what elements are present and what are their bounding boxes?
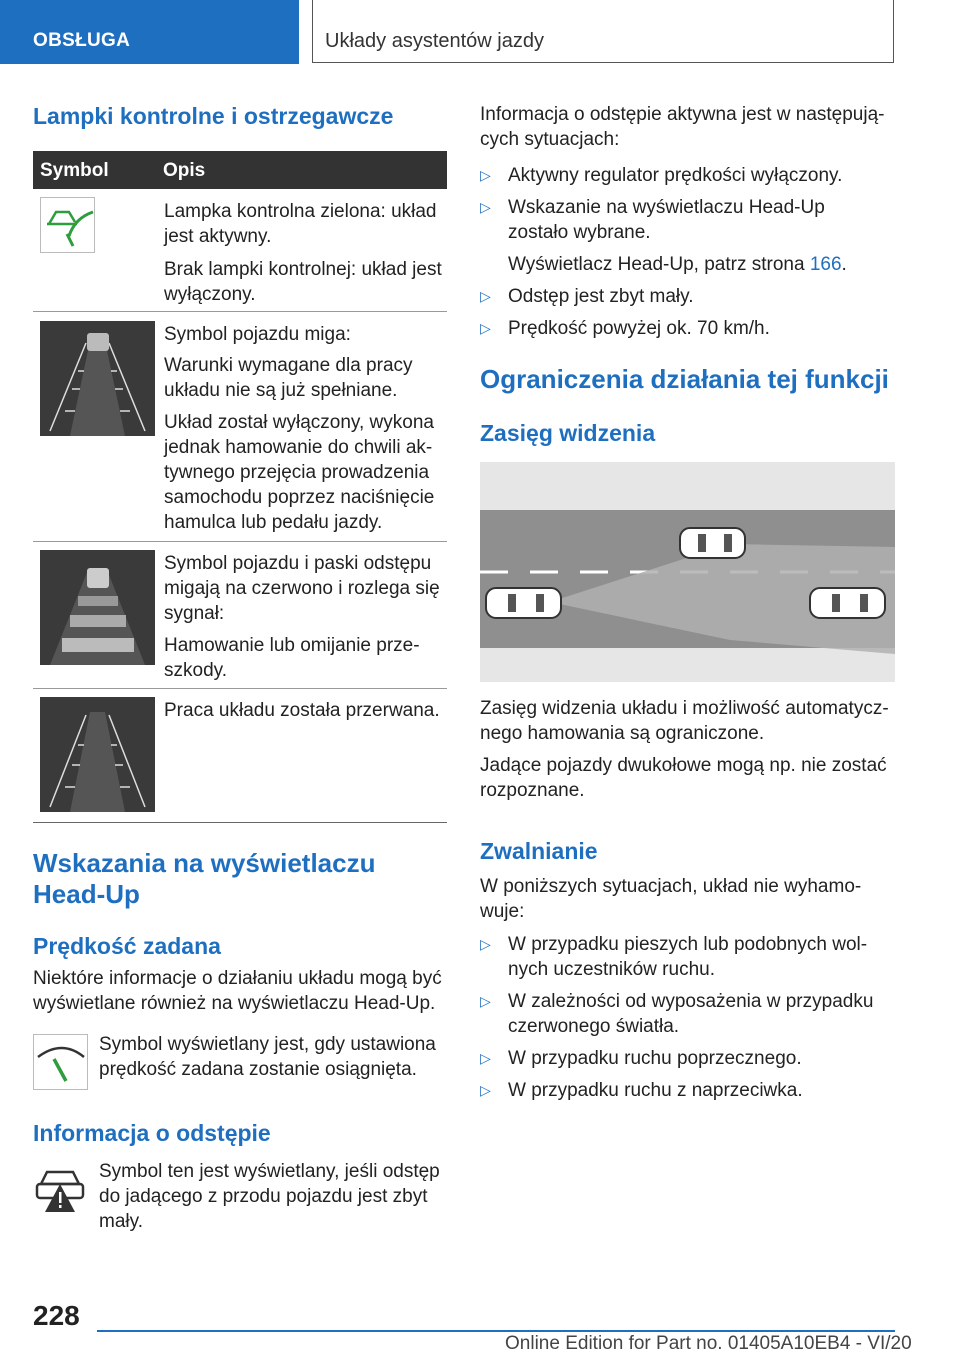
speed-icon-text: Symbol wyświetlany jest, gdy ustawiona prędkość zadana zostanie osiągnięta. [99,1034,436,1080]
row-divider [33,311,447,312]
page-link[interactable]: 166 [809,254,842,275]
row-divider [33,688,447,689]
triangle-bullet-icon: ▷ [480,1082,491,1098]
heading-limits: Ograniczenia działania tej funkcji [480,364,889,394]
footer-rule [97,1330,895,1332]
chapter-tab [312,0,894,63]
row1-line1: Lampka kontrolna zielona: układ jest aktywny. [164,201,437,247]
system-interrupted-icon [40,697,155,812]
triangle-bullet-icon: ▷ [480,320,491,336]
range-illustration [480,462,895,682]
heading-slowdown: Zwalnianie [480,838,598,864]
distance-warning-icon [33,1160,88,1216]
triangle-bullet-icon: ▷ [480,993,491,1009]
section-title: OBSŁUGA [33,30,131,51]
intro-paragraph: Informacja o odstępie aktywna jest w następują-cych sytuacjach: [480,104,885,150]
row1-line2: Brak lampki kontrolnej: układ jest wyłączony. [164,259,442,305]
triangle-bullet-icon: ▷ [480,167,491,183]
heading-lamps: Lampki kontrolne i ostrzegawcze [33,103,394,129]
green-assist-icon [40,197,95,253]
heading-set-speed: Prędkość zadana [33,933,221,959]
table-header [33,151,447,189]
row2-line3: Układ został wyłączony, wykona jednak hamowanie do chwili ak-tywnego przejęcia prowadzenia samochodu poprzez naciśnięcie hamulca lub pedału jazdy. [164,412,435,533]
triangle-bullet-icon: ▷ [480,1050,491,1066]
triangle-bullet-icon: ▷ [480,199,491,215]
range-paragraph-2: Jadące pojazdy dwukołowe mogą np. nie zostać rozpoznane. [480,755,887,801]
col-description: Opis [163,160,206,181]
table-bottom-rule [33,822,447,823]
vehicle-blink-icon [40,321,155,436]
triangle-bullet-icon: ▷ [480,936,491,952]
slowdown-paragraph: W poniższych sytuacjach, układ nie wyhamo-wuje: [480,876,862,922]
row2-line1: Symbol pojazdu miga: [164,324,351,345]
col-symbol: Symbol [40,160,109,181]
heading-hud: Wskazania na wyświetlaczu Head-Up [33,848,376,909]
heading-range: Zasięg widzenia [480,420,656,446]
speed-reached-icon [33,1034,88,1090]
page-number: 228 [33,1300,80,1331]
row2-line2: Warunki wymagane dla pracy układu nie są już spełniane. [164,355,413,401]
vehicle-distance-bars-icon [40,550,155,665]
distance-icon-text: Symbol ten jest wyświetlany, jeśli odstęp do jadącego z przodu pojazdu jest zbyt mały. [99,1161,440,1232]
heading-distance: Informacja o odstępie [33,1120,271,1146]
chapter-title: Układy asystentów jazdy [325,30,544,52]
row4-line1: Praca układu została przerwana. [164,700,440,721]
row3-line2: Hamowanie lub omijanie prze-szkody. [164,635,420,681]
edition-info: Online Edition for Part no. 01405A10EB4 - VI/20 [505,1333,912,1354]
hud-reference: Wyświetlacz Head-Up, patrz strona 166. [508,254,847,275]
row-divider [33,541,447,542]
range-paragraph-1: Zasięg widzenia układu i możliwość automatycz-nego hamowania są ograniczone. [480,698,889,744]
set-speed-paragraph: Niektóre informacje o działaniu układu mogą być wyświetlane również na wyświetlaczu Head-Up. [33,968,442,1014]
section-tab [0,0,299,64]
row3-line1: Symbol pojazdu i paski odstępu migają na czerwono i rozlega się sygnał: [164,553,440,624]
triangle-bullet-icon: ▷ [480,288,491,304]
